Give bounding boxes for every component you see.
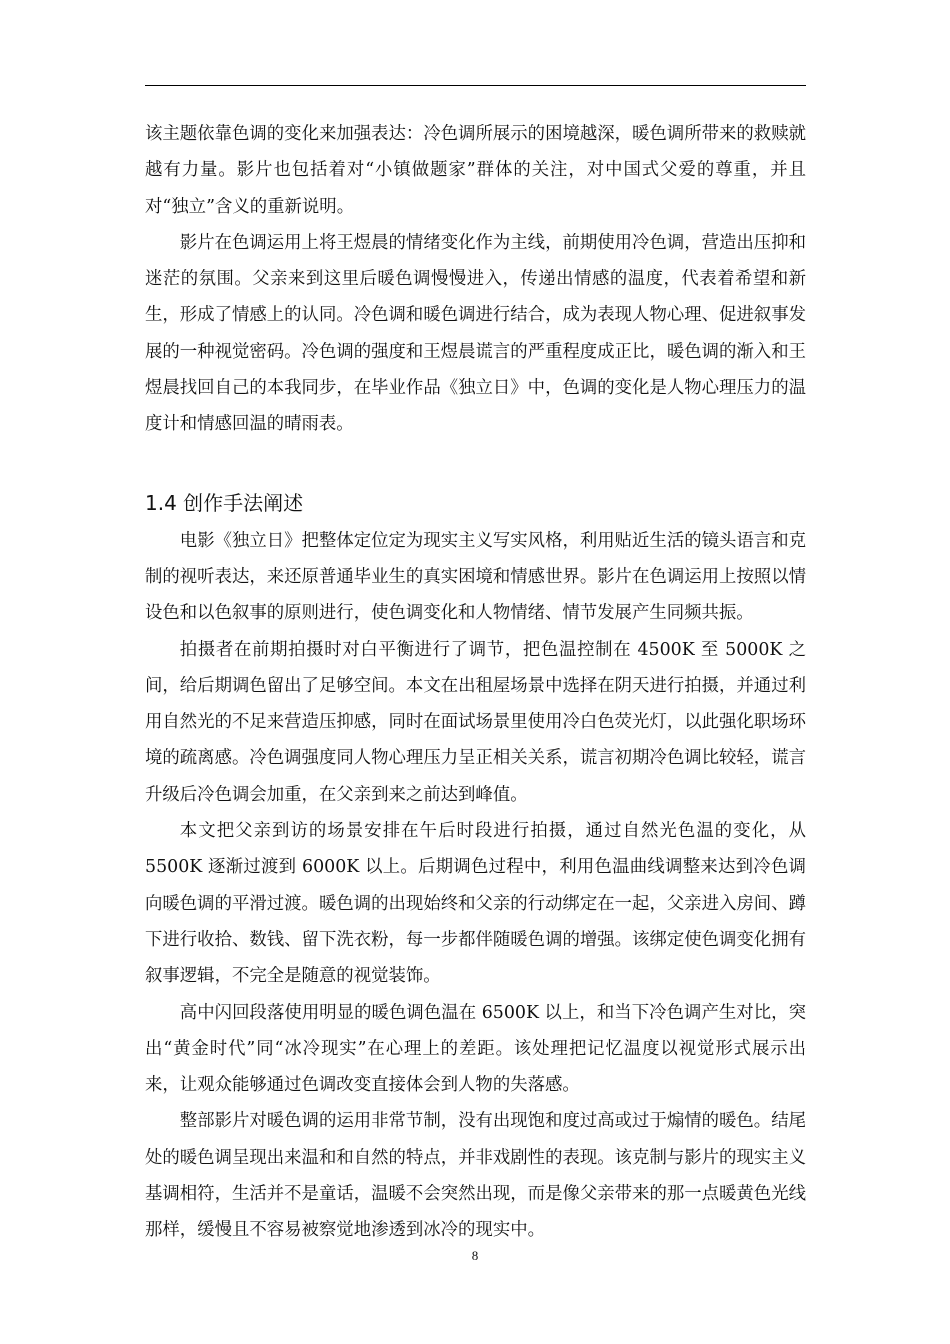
page-body [145, 116, 806, 1249]
body-paragraph: 该主题依靠色调的变化来加强表达：冷色调所展示的困境越深，暖色调所带来的救赎就越有力量。影片也包括着对“小镇做题家”群体的关注，对中国式父爱的尊重，并且对“独立”含义的重新说明。 [145, 124, 806, 217]
body-paragraph: 高中闪回段落使用明显的暖色调色温在 6500K 以上，和当下冷色调产生对比，突出“黄金时代”同“冰冷现实”在心理上的差距。该处理把记忆温度以视觉形式展示出来，让观众能够通过色调改变直接体会到人物的失落感。 [145, 1002, 806, 1096]
body-paragraph: 本文把父亲到访的场景安排在午后时段进行拍摄，通过自然光色温的变化，从 5500K 逐渐过渡到 6000K 以上。后期调色过程中，利用色温曲线调整来达到冷色调向暖色调的平滑过渡。暖色调的出现始终和父亲的行动绑定在一起，父亲进入房间、蹲下进行收拾、数钱、留下洗衣粉，每一步都伴随暖色调的增强。该绑定使色调变化拥有叙事逻辑，不完全是随意的视觉装饰。 [145, 821, 806, 987]
body-paragraph: 拍摄者在前期拍摄时对白平衡进行了调节，把色温控制在 4500K 至 5000K 之间，给后期调色留出了足够空间。本文在出租屋场景中选择在阴天进行拍摄，并通过利用自然光的不足来营造压抑感，同时在面试场景里使用冷白色荧光灯，以此强化职场环境的疏离感。冷色调强度同人物心理压力呈正相关关系，谎言初期冷色调比较轻，谎言升级后冷色调会加重，在父亲到来之前达到峰值。 [145, 639, 806, 805]
body-paragraph: 电影《独立日》把整体定位定为现实主义写实风格，利用贴近生活的镜头语言和克制的视听表达，来还原普通毕业生的真实困境和情感世界。影片在色调运用上按照以情设色和以色叙事的原则进行，使色调变化和人物情绪、情节发展产生同频共振。 [145, 530, 806, 624]
body-paragraph: 整部影片对暖色调的运用非常节制，没有出现饱和度过高或过于煽情的暖色。结尾处的暖色调呈现出来温和和自然的特点，并非戏剧性的表现。该克制与影片的现实主义基调相符，生活并不是童话，温暖不会突然出现，而是像父亲带来的那一点暖黄色光线那样，缓慢且不容易被察觉地渗透到冰冷的现实中。 [145, 1111, 806, 1241]
body-paragraph: 影片在色调运用上将王煜晨的情绪变化作为主线，前期使用冷色调，营造出压抑和迷茫的氛围。父亲来到这里后暖色调慢慢进入，传递出情感的温度，代表着希望和新生，形成了情感上的认同。冷色调和暖色调进行结合，成为表现人物心理、促进叙事发展的一种视觉密码。冷色调的强度和王煜晨谎言的严重程度成正比，暖色调的渐入和王煜晨找回自己的本我同步，在毕业作品《独立日》中，色调的变化是人物心理压力的温度计和情感回温的晴雨表。 [145, 232, 806, 435]
header-rule [145, 85, 806, 86]
section-heading: 1.4 创作手法阐述 [145, 490, 304, 515]
page-number: 8 [471, 1248, 479, 1263]
